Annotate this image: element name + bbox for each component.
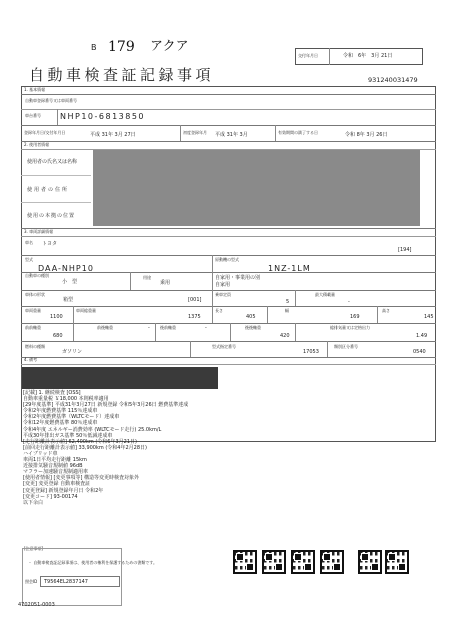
note-line: 車両1日平均走行距離 15km bbox=[23, 457, 87, 464]
maker-label: 車名 bbox=[25, 240, 33, 245]
user-name-label: 使用者の氏名又は名称 bbox=[27, 159, 78, 165]
reg-number-label: 自動車登録番号又は車両番号 bbox=[25, 98, 77, 103]
gross-value: 1375 bbox=[188, 314, 201, 320]
reference-id-label: 照会ID bbox=[25, 579, 38, 584]
issue-date-label: 交付年月日 bbox=[298, 53, 318, 58]
note-line: ハイブリッド車 bbox=[23, 450, 58, 457]
weight-value: 1100 bbox=[50, 314, 63, 320]
purpose-value: 自家用 bbox=[215, 282, 231, 288]
expiry-label: 有効期間の満了する日 bbox=[278, 130, 318, 135]
note-line: [走行距離計表示値] 62,400km (令和6年3月21日) bbox=[23, 438, 137, 445]
class-no-label: 類別区分番号 bbox=[334, 344, 358, 349]
maker-code: [194] bbox=[398, 247, 412, 253]
section-user-heading: 2. 使用者情報 bbox=[24, 142, 50, 147]
qr-code-icon bbox=[385, 550, 409, 574]
front-front-axle-label: 前前軸重 bbox=[25, 325, 41, 330]
first-reg-year-value: 平成 31年 3月 bbox=[215, 132, 248, 138]
length-value: 405 bbox=[246, 314, 256, 320]
rear-front-axle-label: 後前軸重 bbox=[160, 325, 176, 330]
handwritten-prefix: B bbox=[91, 43, 97, 52]
fuel-value: ガソリン bbox=[62, 349, 83, 355]
qr-code-icon bbox=[233, 550, 257, 574]
front-rear-axle-value: - bbox=[148, 325, 150, 331]
handwritten-model: アクア bbox=[150, 39, 189, 54]
body-label: 車体の形状 bbox=[25, 292, 45, 297]
redacted-notes-block bbox=[22, 367, 218, 389]
body-code: [001] bbox=[188, 297, 202, 303]
height-value: 145 bbox=[424, 314, 434, 320]
note-line: 自動車重量税 ￥18,000 本則税率適用 bbox=[23, 396, 109, 403]
qr-code-icon bbox=[320, 550, 344, 574]
note-line: 近接排気騒音規制値 96dB bbox=[23, 463, 83, 470]
note-line: マフラー加速騒音規制適用車 bbox=[23, 469, 89, 476]
section-notes-heading: 4. 備考 bbox=[24, 357, 38, 362]
precautions-heading: [注意事項] bbox=[24, 546, 44, 551]
note-line: 以下余白 bbox=[23, 499, 44, 506]
reference-id-value: T9564EL2837147 bbox=[44, 579, 88, 585]
model-no-value: 17053 bbox=[303, 349, 319, 355]
first-reg-value: 平成 31年 3月 27日 bbox=[90, 132, 136, 138]
class-no-value: 0540 bbox=[413, 349, 426, 355]
front-rear-axle-label: 前後軸重 bbox=[97, 325, 113, 330]
doc-number: 931240031479 bbox=[368, 76, 418, 84]
model-no-label: 型式指定番号 bbox=[212, 344, 236, 349]
qr-code-icon bbox=[358, 550, 382, 574]
length-label: 長さ bbox=[215, 308, 223, 313]
engine-label: 原動機の型式 bbox=[215, 257, 239, 262]
width-label: 幅 bbox=[285, 308, 289, 313]
note-line: [使用者情報] [変更事項等] 構造等変更時検査対象外 bbox=[23, 475, 139, 482]
chassis-label: 車台番号 bbox=[25, 113, 41, 118]
width-value: 169 bbox=[350, 314, 360, 320]
maxload-value: - bbox=[348, 299, 350, 305]
capacity-value: 5 bbox=[286, 299, 290, 305]
note-line: [29年度基準] 平成31年3月27日 新規登録 令和5年3月26日 燃費基準達成 bbox=[23, 402, 189, 409]
note-line: [変更コード] 93-00174 bbox=[23, 493, 78, 500]
note-line: [前回走行距離計表示値] 33,900km (令和4年2月28日) bbox=[23, 444, 147, 451]
use-value: 乗用 bbox=[160, 280, 171, 286]
vehicle-type-label: 自動車の種別 bbox=[25, 273, 49, 278]
displacement-label: 総排気量又は定格出力 bbox=[330, 325, 370, 330]
body-value: 箱型 bbox=[63, 297, 74, 303]
note-line: [変更登録] 新規登録年月日 令和2年 bbox=[23, 487, 104, 494]
maxload-label: 最大積載量 bbox=[315, 292, 335, 297]
bottom-number: 4702051-0003 bbox=[18, 602, 55, 608]
document-title: 自動車検査証記録事項 bbox=[29, 66, 215, 84]
notes-list bbox=[23, 390, 223, 506]
note-line: [変更] 変更登録 自動車検査証 bbox=[23, 481, 91, 488]
precautions-text: ・ 自動車検査証記録事項は、使用者の権利を保護するための書類です。 bbox=[28, 560, 157, 565]
maker-value: トヨタ bbox=[42, 241, 58, 247]
issue-date-value: 令和 6年 3月 21日 bbox=[343, 53, 393, 59]
qr-code-icon bbox=[291, 550, 315, 574]
vehicle-type-value: 小 型 bbox=[62, 279, 78, 285]
chassis-value: NHP10-6813850 bbox=[60, 112, 146, 121]
first-reg-year-label: 初度登録年月 bbox=[183, 130, 207, 135]
capacity-label: 乗車定員 bbox=[215, 292, 231, 297]
note-line: 令和2年度燃費基準 115％達成車 bbox=[23, 408, 98, 415]
purpose-label: 自家用・事業用の別 bbox=[215, 275, 261, 281]
note-line: 令和4年度 エネルギー消費効率 (WLTCモード走行) 25.0km/L bbox=[23, 426, 162, 433]
handwritten-number: 179 bbox=[108, 39, 135, 55]
note-line: [記載] 1. 継続検査 [OSS] bbox=[23, 390, 81, 396]
note-line: 平成30年排出ガス基準 50％低減達成車 bbox=[23, 432, 113, 439]
height-label: 高さ bbox=[382, 308, 390, 313]
redacted-user-info bbox=[93, 150, 420, 226]
fuel-label: 燃料の種類 bbox=[25, 344, 45, 349]
section-basic-heading: 1. 基本情報 bbox=[24, 87, 46, 92]
weight-label: 車両重量 bbox=[25, 308, 41, 313]
first-reg-label: 登録年月日/交付年月日 bbox=[24, 130, 66, 135]
engine-value: 1NZ-1LM bbox=[268, 264, 311, 273]
front-front-axle-value: 680 bbox=[53, 333, 63, 339]
rear-rear-axle-label: 後後軸重 bbox=[245, 325, 261, 330]
note-line: 令和2年度燃費基準（WLTCモード）達成車 bbox=[23, 414, 120, 421]
gross-label: 車両総重量 bbox=[76, 308, 96, 313]
section-vehicle-heading: 3. 車両詳細情報 bbox=[24, 229, 54, 234]
expiry-value: 令和 8年 3月 26日 bbox=[345, 132, 388, 138]
rear-front-axle-value: - bbox=[205, 325, 207, 331]
model-label: 型式 bbox=[25, 257, 33, 262]
use-label: 用途 bbox=[143, 275, 151, 280]
rear-rear-axle-value: 420 bbox=[280, 333, 290, 339]
user-base-label: 使用の本拠の位置 bbox=[27, 213, 76, 219]
user-address-label: 使用者の住所 bbox=[27, 187, 70, 193]
note-line: 令和12年度燃費基準 80％達成車 bbox=[23, 420, 98, 427]
model-value: DAA-NHP10 bbox=[38, 264, 94, 273]
qr-code-icon bbox=[262, 550, 286, 574]
displacement-value: 1.49 bbox=[416, 333, 428, 339]
